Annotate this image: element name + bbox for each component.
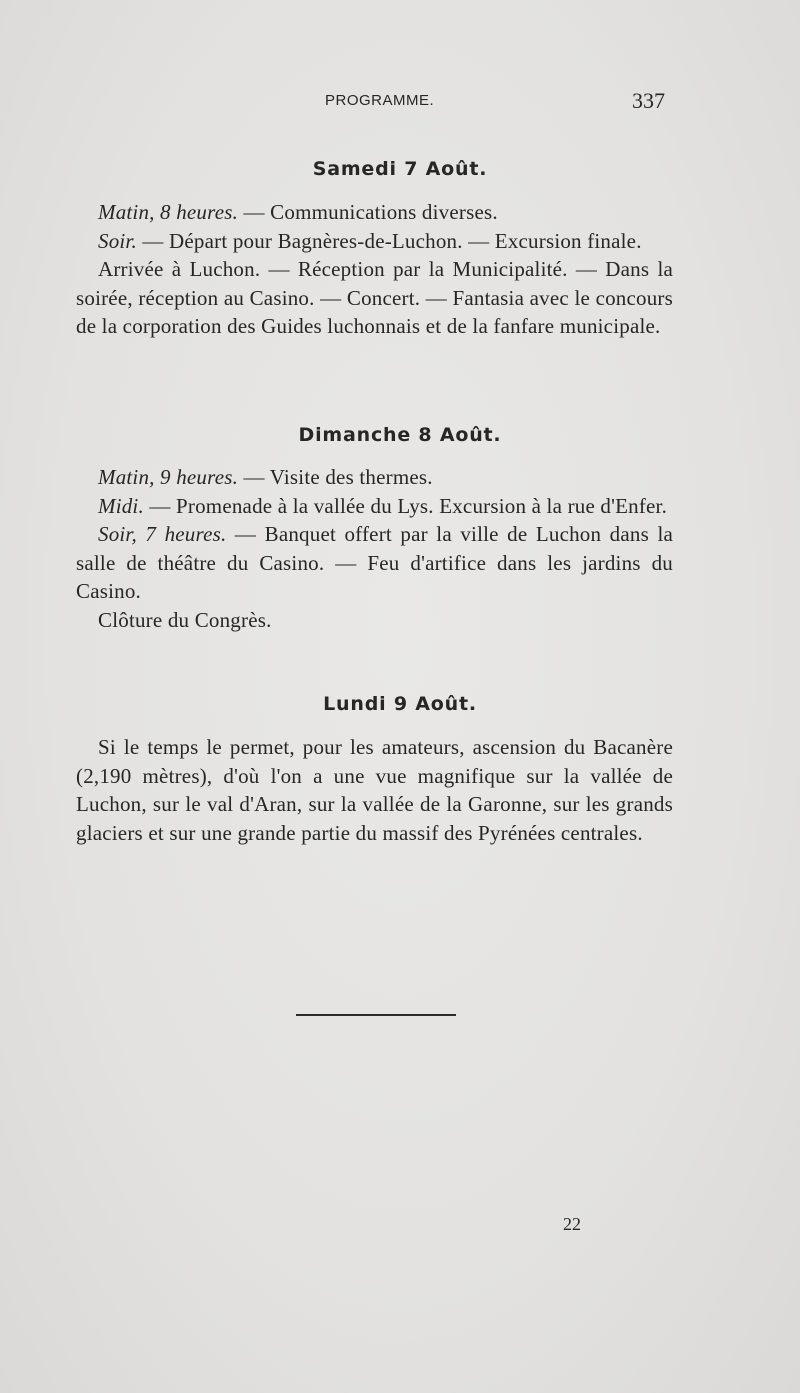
paragraph (76, 492, 673, 521)
paragraph (76, 463, 673, 492)
paragraph (76, 733, 673, 847)
section-heading-monday: Lundi 9 Août. (323, 693, 477, 715)
paragraph (76, 255, 673, 341)
time-lead: Soir. (98, 228, 137, 253)
paragraph (76, 198, 673, 227)
paragraph (76, 606, 673, 635)
time-lead: Soir, 7 heures. (98, 522, 227, 546)
time-lead: Matin, 9 heures. (98, 465, 239, 489)
paragraph (76, 227, 673, 256)
paragraph-text: Clôture du Congrès. (98, 607, 272, 632)
section-heading-sunday: Dimanche 8 Août. (298, 424, 502, 446)
paragraph-text: — Promenade à la vallée du Lys. Excursion à la rue d'Enfer. (143, 493, 668, 518)
time-lead: Midi. (98, 493, 144, 518)
paragraph-text: — Départ pour Bagnères-de-Luchon. — Excursion finale. (136, 228, 642, 253)
end-rule (296, 1014, 456, 1016)
section-body-sunday (76, 463, 673, 634)
paragraph-text: — Communications diverses. (238, 200, 498, 224)
running-head (0, 88, 800, 114)
section-heading-saturday: Samedi 7 Août. (312, 158, 488, 180)
paragraph (76, 520, 673, 606)
paragraph-text: Arrivée à Luchon. — Réception par la Municipalité. — Dans la soirée, réception au Casino. — Concert. — Fantasia avec le concours de la corporation des Guides luchonnais et de la fanfare municipale. (76, 257, 673, 338)
running-title: PROGRAMME. (325, 92, 435, 109)
signature-mark: 22 (563, 1214, 581, 1234)
section-body-saturday (76, 198, 673, 341)
page-number: 337 (632, 88, 665, 113)
time-lead: Matin, 8 heures. (98, 200, 239, 224)
paragraph-text: — Visite des thermes. (238, 465, 433, 489)
section-body-monday (76, 733, 673, 847)
paragraph-text: — Banquet offert par la ville de Luchon dans la salle de théâtre du Casino. — Feu d'artifice dans les jardins du Casino. (76, 522, 674, 603)
paragraph-text: Si le temps le permet, pour les amateurs, ascension du Bacanère (2,190 mètres), d'où l'on a une vue magnifique sur la vallée de Luchon, sur le val d'Aran, sur la vallée de la Garonne, sur les grands glaciers et sur une grande partie du massif des Pyrénées centrales. (76, 735, 673, 845)
